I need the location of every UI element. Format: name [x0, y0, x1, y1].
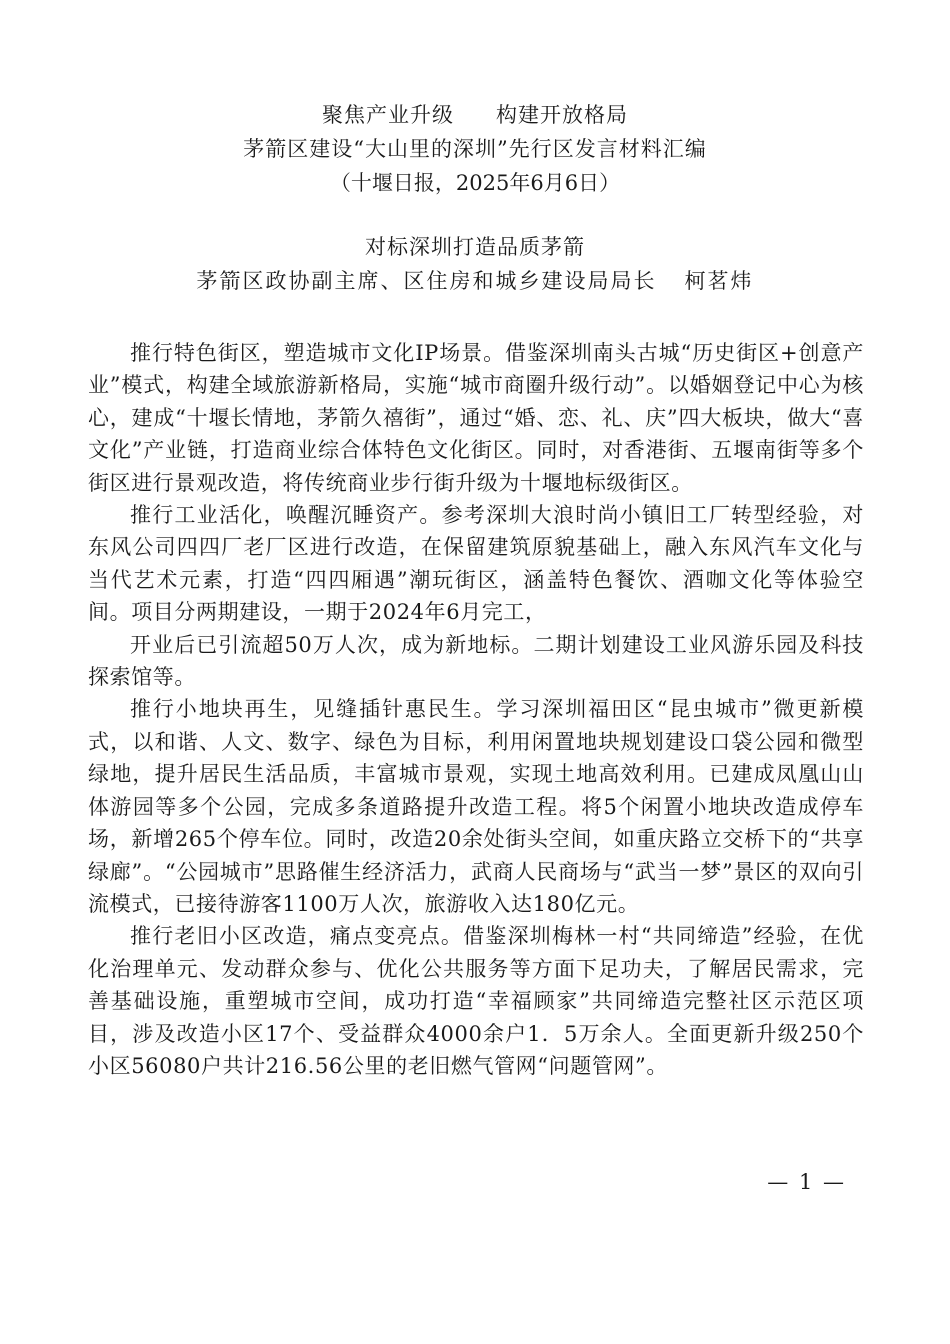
- paragraph-5: 推行老旧小区改造，痛点变亮点。借鉴深圳梅林一村“共同缔造”经验，在优化治理单元、发动群众参与、优化公共服务等方面下足功夫，了解居民需求，完善基础设施，重塑城市空间，成功打造“幸福顾家”共同缔造完整社区示范区项目，涉及改造小区17个、受益群众4000余户1．5万余人。全面更新升级250个小区56080户共计216.56公里的老旧燃气管网“问题管网”。: [88, 924, 864, 1078]
- document-title-part1: 聚焦产业升级: [322, 103, 454, 127]
- document-title-part2: 构建开放格局: [496, 103, 628, 127]
- paragraph-3: 开业后已引流超50万人次，成为新地标。二期计划建设工业风游乐园及科技探索馆等。: [88, 632, 864, 690]
- page-number: — 1 —: [767, 1170, 846, 1194]
- paragraph-2: 推行工业活化，唤醒沉睡资产。参考深圳大浪时尚小镇旧工厂转型经验，对东风公司四四厂老厂区进行改造，在保留建筑原貌基础上，融入东风汽车文化与当代艺术元素，打造“四四厢遇”潮玩街区，涵盖特色餐饮、酒咖文化等体验空间。项目分两期建设，一期于2024年6月完工，: [88, 503, 864, 625]
- article-header: [0, 230, 950, 298]
- document-title: [0, 98, 950, 132]
- article-title: 对标深圳打造品质茅箭: [365, 235, 585, 259]
- document-source: （十堰日报，2025年6月6日）: [329, 171, 621, 195]
- author-position: 茅箭区政协副主席、区住房和城乡建设局局长: [196, 269, 657, 293]
- paragraph-4: 推行小地块再生，见缝插针惠民生。学习深圳福田区“昆虫城市”微更新模式，以和谐、人文、数字、绿色为目标，利用闲置地块规划建设口袋公园和微型绿地，提升居民生活品质，丰富城市景观，实现土地高效利用。已建成凤凰山山体游园等多个公园，完成多条道路提升改造工程。将5个闲置小地块改造成停车场，新增265个停车位。同时，改造20余处街头空间，如重庆路立交桥下的“共享绿廊”。“公园城市”思路催生经济活力，武商人民商场与“武当一梦”景区的双向引流模式，已接待游客1100万人次，旅游收入达180亿元。: [88, 697, 864, 916]
- paragraph-1: 推行特色街区，塑造城市文化IP场景。借鉴深圳南头古城“历史街区+创意产业”模式，构建全域旅游新格局，实施“城市商圈升级行动”。以婚姻登记中心为核心，建成“十堰长情地，茅箭久禧街”，通过“婚、恋、礼、庆”四大板块，做大“喜文化”产业链，打造商业综合体特色文化街区。同时，对香港街、五堰南街等多个街区进行景观改造，将传统商业步行街升级为十堰地标级街区。: [88, 341, 864, 495]
- author-name: 柯茗炜: [684, 269, 754, 293]
- article-author: [0, 264, 950, 298]
- article-body: [88, 337, 864, 1082]
- document-header: [0, 98, 950, 200]
- document-subtitle: 茅箭区建设“大山里的深圳”先行区发言材料汇编: [243, 137, 707, 161]
